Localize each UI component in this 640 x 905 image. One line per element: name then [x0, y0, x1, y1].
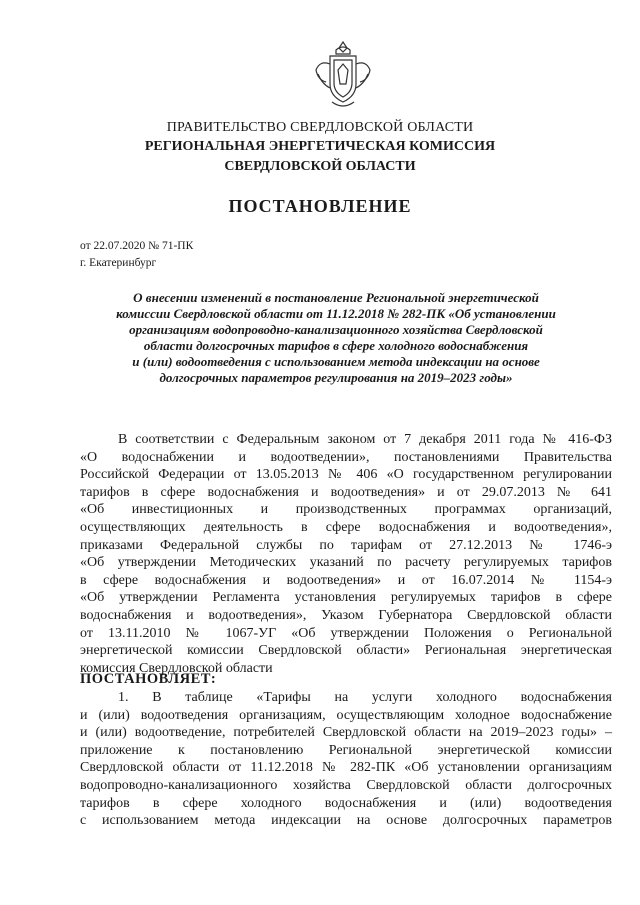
subject-line: организациям водопроводно-канализационного хозяйства Свердловской	[129, 322, 543, 337]
preamble-paragraph	[80, 431, 612, 677]
government-header: ПРАВИТЕЛЬСТВО СВЕРДЛОВСКОЙ ОБЛАСТИ	[166, 120, 474, 135]
subject-line: комиссии Свердловской области от 11.12.2018 № 282-ПК «Об установлении	[116, 306, 556, 321]
text-line: водоснабжения и водоотведения», Указом Губернатора Свердловской области	[80, 607, 612, 623]
text-line: 1. В таблице «Тарифы на услуги холодного водоснабжения	[118, 690, 612, 705]
text-line: приказами Федеральной службы по тарифам от 27.12.2013 № 1746-э	[80, 537, 612, 553]
text-line: Российской Федерации от 13.05.2013 № 406 «О государственном регулировании	[80, 467, 612, 483]
commission-header: РЕГИОНАЛЬНАЯ ЭНЕРГЕТИЧЕСКАЯ КОМИССИЯ	[144, 139, 496, 154]
text-line: в сфере водоснабжения и водоотведения» и от 16.07.2014 № 1154-э	[80, 572, 612, 588]
text-line: «Об инвестиционных и производственных программах организаций,	[80, 502, 612, 518]
subject-line: области долгосрочных тарифов в сфере холодного водоснабжения	[143, 338, 529, 353]
text-line: «Об утверждении Регламента установления регулируемых тарифов в сфере	[80, 590, 612, 606]
subject-line: долгосрочных параметров регулирования на 2019–2023 годы»	[159, 370, 513, 385]
decree-word: ПОСТАНОВЛЯЕТ:	[80, 671, 217, 687]
text-line: «Об утверждении Методических указаний по расчету регулируемых тарифов	[80, 555, 612, 571]
text-line: от 13.11.2010 № 1067-УГ «Об утверждении Положения о Региональной	[80, 625, 612, 641]
text-line: комиссия Свердловской области	[80, 660, 273, 676]
document-title: ПОСТАНОВЛЕНИЕ	[228, 196, 412, 216]
city: г. Екатеринбург	[80, 257, 157, 269]
clause-1-paragraph	[80, 689, 612, 830]
text-line: приложение к постановлению Региональной энергетической комиссии	[80, 742, 612, 758]
text-line: и (или) водоотведение, потребителей Свердловской области на 2019–2023 годы» –	[80, 725, 612, 741]
region-header: СВЕРДЛОВСКОЙ ОБЛАСТИ	[224, 159, 416, 174]
text-line: В соответствии с Федеральным законом от 7 декабря 2011 года № 416-ФЗ	[118, 432, 612, 447]
text-line: водопроводно-канализационного хозяйства Свердловской области долгосрочных	[80, 777, 612, 793]
text-line: тарифов в сфере водоснабжения и водоотведения» и от 29.07.2013 № 641	[80, 484, 612, 500]
coat-of-arms-emblem	[312, 40, 374, 112]
text-line: и (или) водоотведения организациям, осуществляющим холодное водоснабжение	[80, 707, 612, 723]
text-line: «О водоснабжении и водоотведении», постановлениями Правительства	[80, 449, 612, 465]
text-line: с использованием метода индексации на основе долгосрочных параметров	[80, 813, 612, 829]
text-line: тарифов в сфере холодного водоснабжения и (или) водоотведения	[80, 795, 612, 811]
subject-line: О внесении изменений в постановление Региональной энергетической	[133, 290, 539, 305]
date-number: от 22.07.2020 № 71-ПК	[80, 240, 194, 252]
document-subject	[100, 290, 572, 386]
text-line: осуществляющих деятельность в сфере водоснабжения и водоотведения»,	[80, 519, 612, 535]
text-line: Свердловской области от 11.12.2018 № 282-ПК «Об установлении организациям	[80, 760, 612, 776]
text-line: энергетической комиссии Свердловской области» Региональная энергетическая	[80, 643, 612, 659]
subject-line: и (или) водоотведения с использованием метода индексации на основе	[132, 354, 540, 369]
